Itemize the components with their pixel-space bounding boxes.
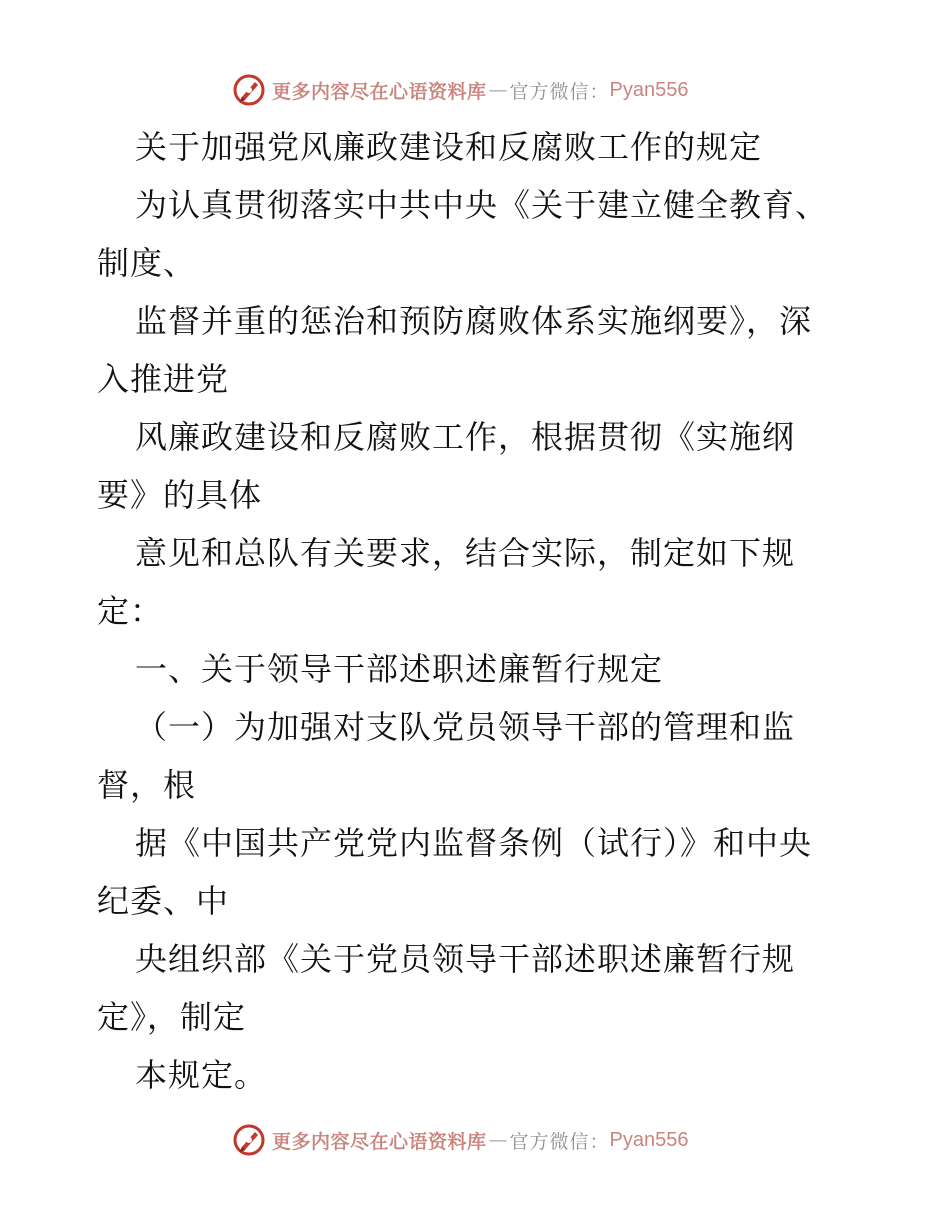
text-line: 定》，制定	[97, 998, 247, 1036]
footer-official-label: 官方微信：	[509, 1130, 610, 1153]
header-separator: —	[488, 79, 508, 101]
text-line: 入推进党	[97, 360, 230, 398]
text-line: 监督并重的惩治和预防腐败体系实施纲要》，深	[135, 302, 813, 340]
text-line: 纪委、中	[97, 882, 230, 920]
document-title: 关于加强党风廉政建设和反腐败工作的规定	[135, 128, 763, 166]
text-line: 意见和总队有关要求，结合实际，制定如下规	[135, 534, 796, 572]
document-body	[97, 118, 857, 1104]
footer-wechat-id: Pyan556	[609, 1128, 689, 1151]
text-line: 据《中国共产党党内监督条例（试行）》和中央	[135, 824, 813, 862]
text-line: 央组织部《关于党员领导干部述职述廉暂行规	[135, 940, 796, 978]
text-line: 督，根	[97, 766, 197, 804]
section-heading: 一、关于领导干部述职述廉暂行规定	[135, 650, 664, 688]
text-line: 为认真贯彻落实中共中央《关于建立健全教育、	[135, 186, 829, 224]
text-line: 定：	[97, 592, 164, 630]
footer-brand-text: 更多内容尽在心语资料库	[272, 1130, 487, 1153]
header-wechat-id: Pyan556	[609, 78, 689, 101]
text-line: 本规定。	[135, 1056, 268, 1094]
text-line: 风廉政建设和反腐败工作，根据贯彻《实施纲	[135, 418, 796, 456]
text-line: 制度、	[97, 244, 197, 282]
text-line: 要》的具体	[97, 476, 263, 514]
text-line: （一）为加强对支队党员领导干部的管理和监	[135, 708, 796, 746]
footer-separator: —	[488, 1129, 508, 1151]
header-brand-text: 更多内容尽在心语资料库	[272, 80, 487, 103]
pen-logo-icon	[232, 1123, 266, 1157]
header-banner	[232, 72, 689, 108]
header-official-label: 官方微信：	[509, 80, 610, 103]
pen-logo-icon	[232, 73, 266, 107]
footer-banner	[232, 1122, 689, 1158]
